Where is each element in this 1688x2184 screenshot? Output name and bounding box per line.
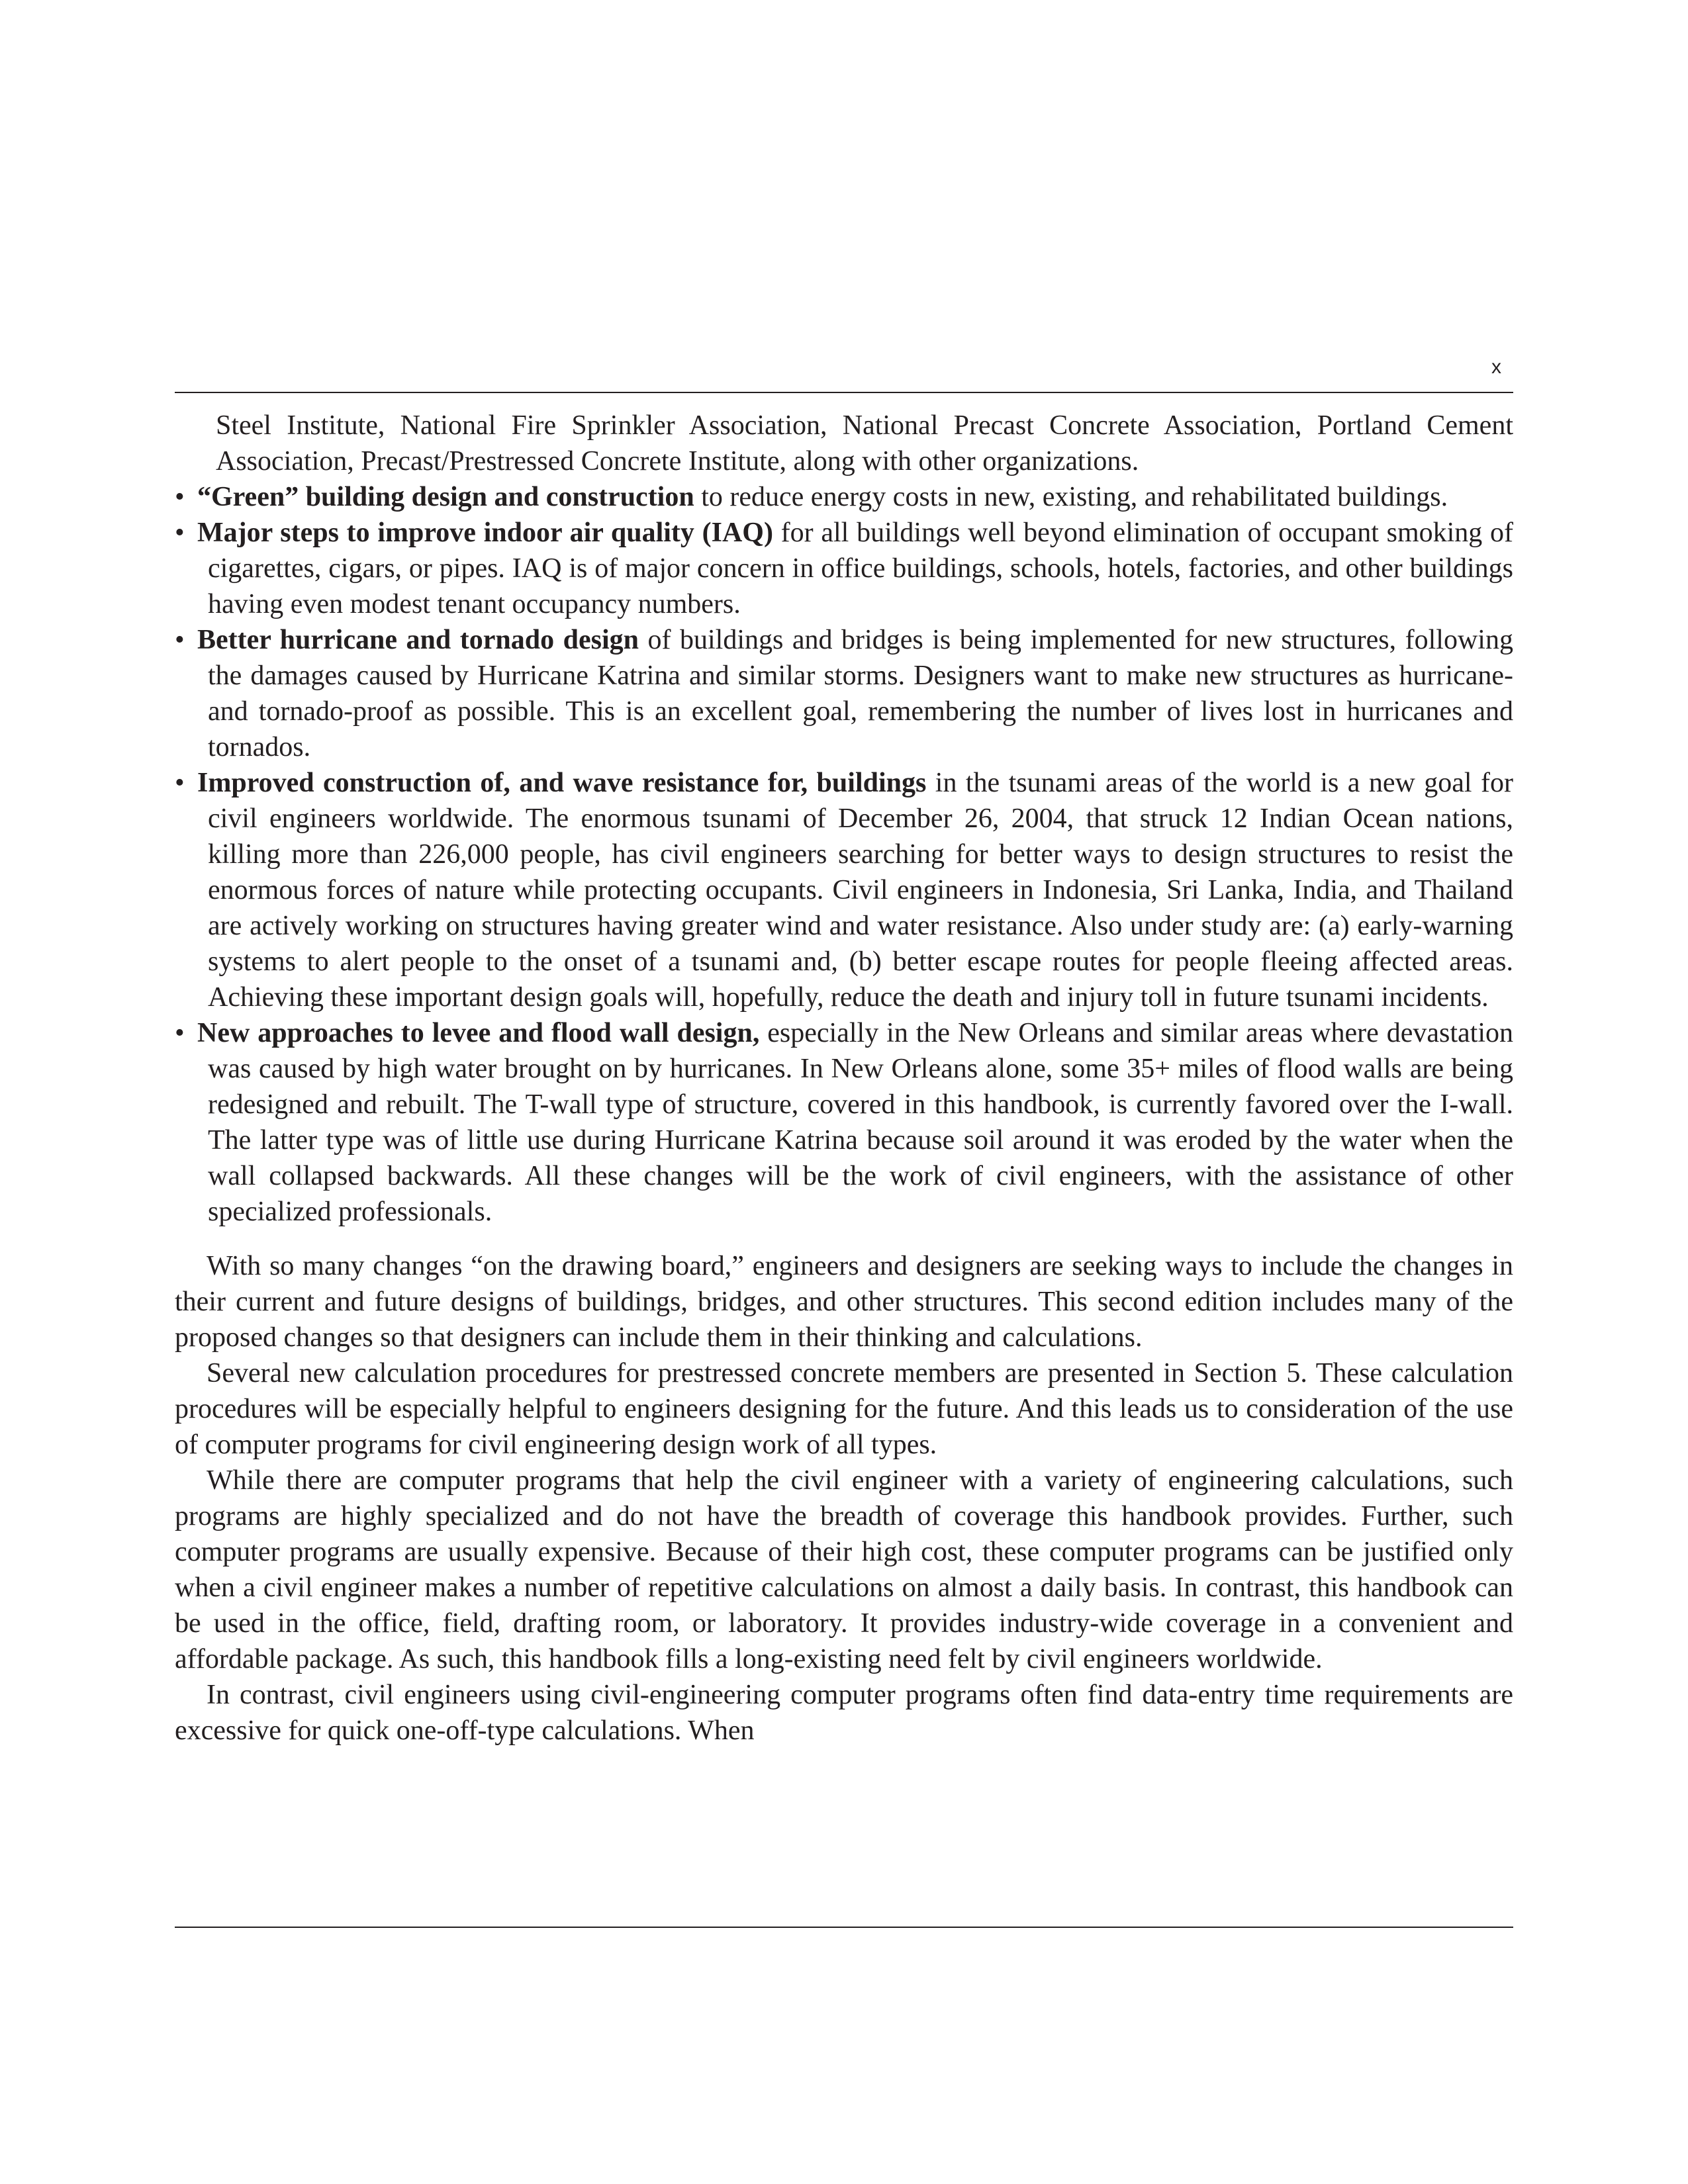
body-paragraph: Several new calculation procedures for prestressed concrete members are presented in Section 5. These calculation procedures will be especially helpful to engineers designing for the future. And this leads us to consideration of the use of computer programs for civil engineering design work of all types. [175,1358,1513,1460]
header-rule [175,392,1513,393]
footer-rule [175,1927,1513,1928]
bullet-lead-bold: “Green” building design and construction [197,482,694,512]
bullet-lead-bold: New approaches to levee and flood wall design, [197,1018,760,1048]
list-item [175,1015,1513,1230]
bullet-text: especially in the New Orleans and similar areas where devastation was caused by high water brought on by hurricanes. In New Orleans alone, some 35+ miles of flood walls are being redesigned and rebuilt. The T-wall type of structure, covered in this handbook, is currently favored over the I-wall. The latter type was of little use during Hurricane Katrina because soil around it was eroded by the water when the wall collapsed backwards. All these changes will be the work of civil engineers, with the assistance of other specialized professionals. [208,1018,1513,1227]
list-item [175,765,1513,1015]
bullet-marker: • [175,768,185,798]
list-item [175,622,1513,765]
body-paragraph: With so many changes “on the drawing board,” engineers and designers are seeking ways to include the changes in their current and future designs of buildings, bridges, and other structures. This second edition includes many of the proposed changes so that designers can include them in their thinking and calculations. [175,1251,1513,1353]
body-paragraph: In contrast, civil engineers using civil-engineering computer programs often find data-entry time requirements are excessive for quick one-off-type calculations. When [175,1680,1513,1746]
bullet-marker: • [175,625,185,655]
bullet-lead-bold: Major steps to improve indoor air quality (IAQ) [197,518,773,548]
bullet-lead-bold: Improved construction of, and wave resistance for, buildings [197,768,927,798]
body-text [175,408,1513,1749]
bullet-text: of buildings and bridges is being implemented for new structures, following the damages caused by Hurricane Katrina and similar storms. Designers want to make new structures as hurricane- and tornado-proof as possible. This is an excellent goal, remembering the number of lives lost in hurricanes and tornados. [208,625,1513,762]
bullet-text: in the tsunami areas of the world is a new goal for civil engineers worldwide. The enormous tsunami of December 26, 2004, that struck 12 Indian Ocean nations, killing more than 226,000 people, has civil engineers searching for better ways to design structures to resist the enormous forces of nature while protecting occupants. Civil engineers in Indonesia, Sri Lanka, India, and Thailand are actively working on structures having greater wind and water resistance. Also under study are: (a) early-warning systems to alert people to the onset of a tsunami and, (b) better escape routes for people fleeing affected areas. Achieving these important design goals will, hopefully, reduce the death and injury toll in future tsunami incidents. [208,768,1513,1013]
bullet-lead-bold: Better hurricane and tornado design [197,625,639,655]
bullet-marker: • [175,1018,185,1048]
bullet-marker: • [175,518,185,548]
continued-list-text: Steel Institute, National Fire Sprinkler Association, National Precast Concrete Association, Portland Cement Association, Precast/Prestressed Concrete Institute, along with other organizations. [216,410,1513,477]
document-page [175,0,1513,2184]
bullet-list [175,479,1513,1230]
list-item [175,515,1513,622]
bullet-text: to reduce energy costs in new, existing, and rehabilitated buildings. [694,482,1448,512]
body-paragraph: While there are computer programs that help the civil engineer with a variety of engineering calculations, such programs are highly specialized and do not have the breadth of coverage this handbook provides. Further, such computer programs are usually expensive. Because of their high cost, these computer programs can be justified only when a civil engineer makes a number of repetitive calculations on almost a daily basis. In contrast, this handbook can be used in the office, field, drafting room, or laboratory. It provides industry-wide coverage in a convenient and affordable package. As such, this handbook fills a long-existing need felt by civil engineers worldwide. [175,1465,1513,1674]
page-number: x [1491,356,1501,378]
list-item [175,479,1513,515]
bullet-text: for all buildings well beyond elimination of occupant smoking of cigarettes, cigars, or pipes. IAQ is of major concern in office buildings, schools, hotels, factories, and other buildings having even modest tenant occupancy numbers. [208,518,1513,619]
bullet-marker: • [175,482,185,512]
